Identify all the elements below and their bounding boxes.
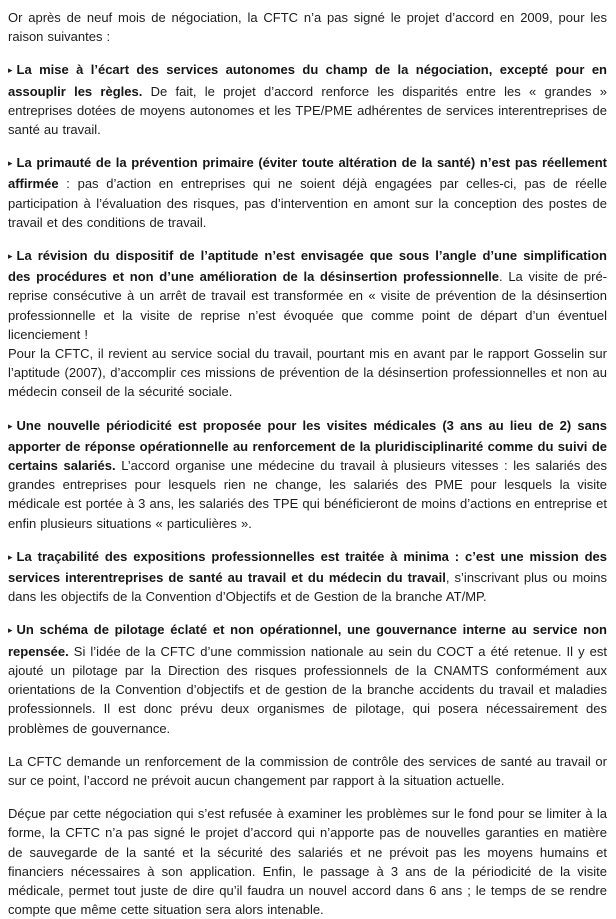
closing-paragraph-commission: La CFTC demande un renforcement de la commission de contrôle des services de santé au travail or sur ce point, l’accord ne prévoit aucun changement par rapport à la situation actuelle. [8,753,607,788]
bullet-item-prevention-primaire [8,153,607,232]
bullet-item-periodicite-visites [8,416,607,533]
bullet-lead-text: La primauté de la prévention primaire (éviter toute altération de la santé) n’est pas réellement affirmée [8,155,607,192]
bullet-lead-text: Un schéma de pilotage éclaté et non opérationnel, une gouvernance interne au service non repensée. [8,622,607,659]
bullet-arrow-icon: ▸ [8,420,13,431]
bullet-arrow-icon: ▸ [8,251,13,262]
bullet-lead-text: La révision du dispositif de l’aptitude n’est envisagée que sous l’angle d’une simplification des procédures et non d’une amélioration de la désinsertion professionnelle [8,248,607,285]
bullet-body-text: , s’inscrivant plus ou moins dans les objectifs de la Convention d’Objectifs et de Gestion de la branche AT/MP. [8,570,608,605]
bullet-item-tracabilite [8,547,607,607]
bullet-body-text: Si l’idée de la CFTC d’une commission nationale au sein du COCT a été retenue. Il y est ajouté un pilotage par la Direction des risques professionnels de la CNAMTS conformément aux orientations de la Convention d’objectifs et de gestion de la branche accidents du travail et maladies professionnels. Il est donc prévu deux organismes de pilotage, qui posera nécessairement des problèmes de gouvernance. [8,643,607,736]
bullet-body-text: : pas d’action en entreprises qui ne soient déjà engagées par celles-ci, pas de réelle participation à l’évaluation des risques, pas d’intervention en amont sur la conception des postes de travail et des conditions de travail. [8,176,607,230]
bullet-body-text: L’accord organise une médecine du travail à plusieurs vitesses : les salariés des grandes entreprises pour lesquels rien ne change, les salariés des PME pour lesquels la visite médicale est portée à 3 ans, les salariés des TPE qui bénéficieront de moins d’actions en entreprise et enfin plusieurs situations « particulières ». [8,458,607,531]
bullet-arrow-icon: ▸ [8,625,13,636]
bullet-lead-text: Une nouvelle périodicité est proposée pour les visites médicales (3 ans au lieu de 2) sans apporter de réponse opérationnelle au renforcement de la pluridisciplinarité comme du suivi de certains salariés. [8,417,607,474]
bullet-lead-text: La traçabilité des expositions professionnelles est traitée à minima : c’est une mission des services interentreprises de santé au travail et du médecin du travail [8,548,607,586]
bullet-arrow-icon: ▸ [8,551,13,562]
intro-paragraph: Or après de neuf mois de négociation, la CFTC n’a pas signé le projet d’accord en 2009, pour les raison suivantes : [8,10,607,45]
bullet-item-services-autonomes [8,60,607,139]
bullet-item-revision-aptitude [8,246,607,344]
bullet-arrow-icon: ▸ [8,158,13,169]
bullet-body-text: . La visite de pré-reprise consécutive à un arrêt de travail est transformée en « visite de prévention de la désinsertion professionnelle et la visite de reprise n’est évoquée que comme point de départ d’un éventuel licenciement ! [8,269,608,342]
bullet-item-schema-pilotage [8,620,607,737]
closing-paragraph-conclusion: Déçue par cette négociation qui s’est refusée à examiner les problèmes sur le fond pour se limiter à la forme, la CFTC n’a pas signé le projet d’accord qui n’apporte pas de nouvelles garanties en matière de sauvegarde de la santé et la sécurité des salariés et ne prévoit pas les moyens humains et financiers nécessaires à son application. Enfin, le passage à 3 ans de la périodicité de la visite médicale, permet tout juste de dire qu’il faudra un nouvel accord dans 6 ans ; le temps de se rendre compte que même cette situation sera alors intenable. [8,806,607,918]
bullet-lead-text: La mise à l’écart des services autonomes du champ de la négociation, excepté pour en assouplir les règles. [8,62,607,99]
bullet-follow-paragraph: Pour la CFTC, il revient au service social du travail, pourtant mis en avant par le rapport Gosselin sur l’aptitude (2007), d’accomplir ces missions de prévention de la désinsertion professionnelles et non au médecin conseil de la sécurité sociale. [8,346,607,400]
bullet-arrow-icon: ▸ [8,65,13,76]
bullet-body-text: De fait, le projet d’accord renforce les disparités entre les « grandes » entreprises dotées de moyens autonomes et les TPE/PME adhérentes de services interentreprises de santé au travail. [8,83,607,138]
